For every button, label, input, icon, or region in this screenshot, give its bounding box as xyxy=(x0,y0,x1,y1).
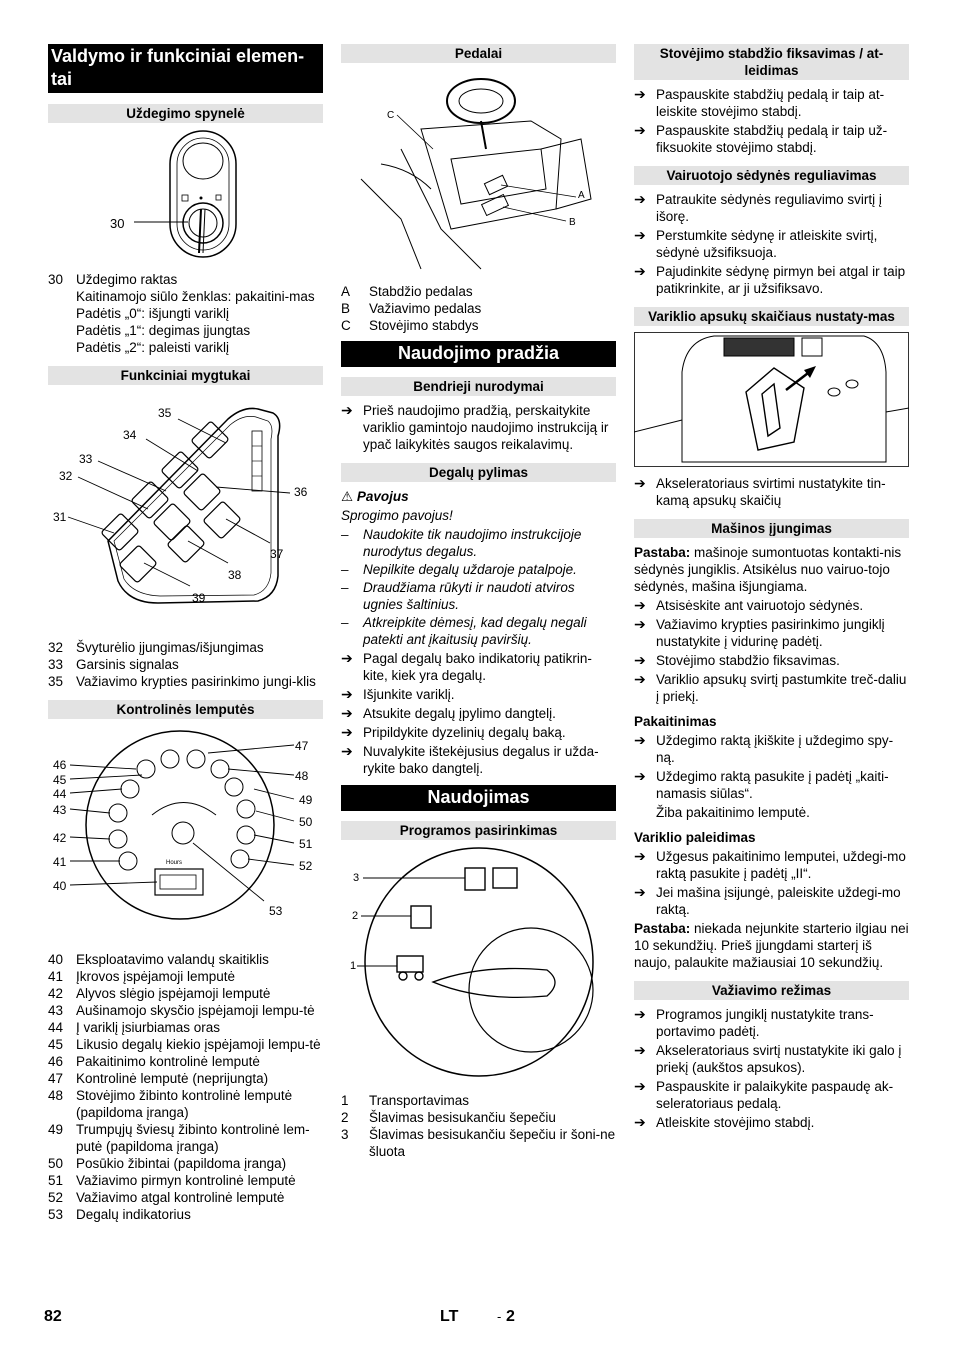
legend-number: B xyxy=(341,301,351,316)
heading-fuel: Degalų pylimas xyxy=(341,463,616,482)
arrow-icon: ➔ xyxy=(341,724,353,740)
instruction-item xyxy=(341,402,616,453)
legend-number: 49 xyxy=(48,1122,64,1137)
arrow-icon: ➔ xyxy=(341,650,353,666)
legend-number: 42 xyxy=(48,986,64,1001)
arrow-icon: ➔ xyxy=(634,671,646,687)
legend-number: 35 xyxy=(48,674,64,689)
preheat-after: Žiba pakaitinimo lemputė. xyxy=(656,805,810,820)
legend-item xyxy=(48,639,323,656)
label-2: 2 xyxy=(352,910,359,922)
instruction-text: Atsisėskite ant vairuotojo sėdynės. xyxy=(656,598,864,613)
legend-number: 41 xyxy=(48,969,64,984)
arrow-icon: ➔ xyxy=(634,263,646,279)
instruction-item xyxy=(341,724,616,741)
heading-lamps: Kontrolinės lemputės xyxy=(48,700,323,719)
instruction-item xyxy=(341,743,616,777)
instruction-item xyxy=(634,671,909,705)
pedals-legend xyxy=(341,283,616,334)
instruction-item xyxy=(634,616,909,650)
hours-label: Hours xyxy=(166,860,183,866)
arrow-icon: ➔ xyxy=(634,1006,646,1022)
page-number: 82 xyxy=(44,1308,62,1325)
legend-text: Stovėjimo stabdys xyxy=(369,318,479,333)
arrow-icon: ➔ xyxy=(634,884,646,900)
warning-item xyxy=(341,579,616,613)
legend-item xyxy=(341,300,616,317)
fuel-warnings xyxy=(341,526,616,648)
legend-number: 50 xyxy=(48,1156,64,1171)
instruction-text: Variklio apsukų svirtį pastumkite treč-daliu į priekį. xyxy=(656,672,907,704)
pedals-figure xyxy=(341,69,616,277)
legend-item xyxy=(48,656,323,673)
legend-text: Eksploatavimo valandų skaitiklis xyxy=(76,952,269,967)
label-3: 3 xyxy=(353,872,360,884)
warning-item xyxy=(341,526,616,560)
section-number: 2 xyxy=(506,1308,515,1325)
instruction-text: Perstumkite sėdynę ir atleiskite svirtį, sėdynė užsifiksuoja. xyxy=(656,228,878,260)
instruction-item xyxy=(634,732,909,766)
legend-item xyxy=(48,1189,323,1206)
label-32: 32 xyxy=(59,469,73,483)
arrow-icon: ➔ xyxy=(341,743,353,759)
program-legend xyxy=(341,1092,616,1160)
instruction-item xyxy=(634,1006,909,1040)
legend-text: Važiavimo atgal kontrolinė lemputė xyxy=(76,1190,285,1205)
legend-line: Padėtis „0“: išjungti variklį xyxy=(76,306,230,321)
instruction-text: Atsukite degalų įpylimo dangtelį. xyxy=(363,706,556,721)
warning-item xyxy=(341,614,616,648)
legend-number: 30 xyxy=(48,272,64,287)
note2-text: niekada nejunkite starterio ilgiau nei 10 sekundžių. Prieš įjungdami starterį iš naujo, palaukite mažiausiai 10 sekundžių. xyxy=(634,921,909,970)
legend-text: Įkrovos įspėjamoji lemputė xyxy=(76,969,236,984)
legend-text xyxy=(76,271,323,356)
legend-text: Degalų indikatorius xyxy=(76,1207,191,1222)
heading-ignition: Uždegimo spynelė xyxy=(48,104,323,123)
label-31: 31 xyxy=(53,510,67,524)
arrow-icon: ➔ xyxy=(341,402,353,418)
heading-switch-on: Mašinos įjungimas xyxy=(634,519,909,538)
instruction-item xyxy=(634,1114,909,1131)
legend-number: A xyxy=(341,284,351,299)
label-37: 37 xyxy=(270,547,284,561)
label-46: 46 xyxy=(53,758,67,772)
legend-item xyxy=(48,1053,323,1070)
danger-subtitle: Sprogimo pavojus! xyxy=(341,508,453,523)
legend-item xyxy=(341,1109,616,1126)
section-title-use: Naudojimas xyxy=(341,785,616,811)
legend-number: 46 xyxy=(48,1054,64,1069)
legend-item xyxy=(48,968,323,985)
legend-line: Padėtis „1“: degimas įjungtas xyxy=(76,323,251,338)
legend-number: 2 xyxy=(341,1110,349,1125)
legend-item xyxy=(341,1126,616,1160)
heading-program: Programos pasirinkimas xyxy=(341,821,616,840)
arrow-icon: ➔ xyxy=(634,475,646,491)
legend-text: Važiavimo krypties pasirinkimo jungi-klis xyxy=(76,674,316,689)
switch-on-list xyxy=(634,597,909,705)
legend-number: 51 xyxy=(48,1173,64,1188)
instruction-item xyxy=(634,1042,909,1076)
legend-item xyxy=(48,1019,323,1036)
instruction-text: Stovėjimo stabdžio fiksavimas. xyxy=(656,653,840,668)
instruction-item xyxy=(634,191,909,225)
legend-text: Pakaitinimo kontrolinė lemputė xyxy=(76,1054,260,1069)
legend-item xyxy=(48,1036,323,1053)
warning-item xyxy=(341,561,616,578)
label-44: 44 xyxy=(53,787,67,801)
legend-text: Transportavimas xyxy=(369,1093,470,1108)
arrow-icon: ➔ xyxy=(634,597,646,613)
legend-number: 52 xyxy=(48,1190,64,1205)
legend-text: Šlavimas besisukančiu šepečiu ir šoni-ne šluota xyxy=(369,1127,616,1159)
legend-text: Likusio degalų kiekio įspėjamoji lempu-tė xyxy=(76,1037,321,1052)
instruction-text: Pagal degalų bako indikatorių patikrin-kite, kiek yra degalų. xyxy=(363,651,592,683)
instruction-item xyxy=(341,686,616,703)
legend-number: 1 xyxy=(341,1093,349,1108)
instruction-text: Uždegimo raktą pasukite į padėtį „kaiti-namasis siūlas“. xyxy=(656,769,889,801)
general-list xyxy=(341,402,616,453)
legend-text: Kontrolinė lemputė (neprijungta) xyxy=(76,1071,269,1086)
legend-item xyxy=(48,985,323,1002)
instruction-text: Paspauskite stabdžių pedalą ir taip už-fiksuokite stovėjimo stabdį. xyxy=(656,123,888,155)
instruction-text: Pripildykite dyzelinių degalų baką. xyxy=(363,725,566,740)
column-1 xyxy=(48,44,323,1223)
label-c: C xyxy=(387,110,395,121)
legend-text: Važiavimo pedalas xyxy=(369,301,482,316)
label-b: B xyxy=(569,217,576,228)
legend-line: Kaitinamojo siūlo ženklas: pakaitini-mas xyxy=(76,289,315,304)
label-39: 39 xyxy=(192,591,206,605)
legend-text: Važiavimo pirmyn kontrolinė lemputė xyxy=(76,1173,296,1188)
throttle-figure xyxy=(634,332,909,467)
heading-drive: Važiavimo režimas xyxy=(634,981,909,1000)
instruction-item xyxy=(634,768,909,802)
arrow-icon: ➔ xyxy=(634,732,646,748)
danger-icon: ⚠ xyxy=(341,489,354,504)
label-51: 51 xyxy=(299,837,313,851)
legend-line: Uždegimo raktas xyxy=(76,272,178,287)
instruction-text: Užgesus pakaitinimo lemputei, uždegi-mo raktą pasukite į padėtį „II“. xyxy=(656,849,906,881)
note-label: Pastaba: xyxy=(634,545,691,560)
instruction-text: Pajudinkite sėdynę pirmyn bei atgal ir taip patikrinkite, ar ji užsifiksavo. xyxy=(656,264,906,296)
label-33: 33 xyxy=(79,452,93,466)
legend-line: Padėtis „2“: paleisti variklį xyxy=(76,340,230,355)
legend-number: 45 xyxy=(48,1037,64,1052)
column-2 xyxy=(341,44,616,1160)
instruction-text: Akseleratoriaus svirtimi nustatykite tin-kamą apsukų skaičių xyxy=(656,476,886,508)
buttons-legend xyxy=(48,639,323,690)
preheat-heading: Pakaitinimas xyxy=(634,714,717,729)
dash-mark: – xyxy=(341,615,349,630)
arrow-icon: ➔ xyxy=(341,686,353,702)
instruction-text: Paspauskite ir palaikykite paspaudę ak-seleratoriaus pedalą. xyxy=(656,1079,894,1111)
rpm-list xyxy=(634,475,909,509)
legend-item xyxy=(48,1121,323,1155)
instruction-item xyxy=(634,884,909,918)
arrow-icon: ➔ xyxy=(634,768,646,784)
instruction-text: Uždegimo raktą įkiškite į uždegimo spy-ną. xyxy=(656,733,894,765)
label-35: 35 xyxy=(158,406,172,420)
legend-text: Šlavimas besisukančiu šepečiu xyxy=(369,1110,556,1125)
arrow-icon: ➔ xyxy=(341,705,353,721)
function-buttons-figure xyxy=(48,391,323,639)
heading-parking-brake: Stovėjimo stabdžio fiksavimas / at-leidimas xyxy=(634,44,909,80)
instruction-text: Išjunkite variklį. xyxy=(363,687,455,702)
instruction-item xyxy=(634,263,909,297)
ignition-legend xyxy=(48,271,323,356)
instruction-item xyxy=(634,1078,909,1112)
instruction-text: Važiavimo krypties pasirinkimo jungiklį nustatykite į vidurinę padėtį. xyxy=(656,617,885,649)
label-41: 41 xyxy=(53,855,67,869)
legend-item xyxy=(48,271,323,356)
legend-number: 32 xyxy=(48,640,64,655)
legend-text: Garsinis signalas xyxy=(76,657,179,672)
arrow-icon: ➔ xyxy=(634,1078,646,1094)
legend-number: 33 xyxy=(48,657,64,672)
instruction-item xyxy=(634,122,909,156)
engine-start-list xyxy=(634,848,909,918)
legend-text: Stovėjimo žibinto kontrolinė lemputė (papildoma įranga) xyxy=(76,1088,293,1120)
legend-number: 40 xyxy=(48,952,64,967)
legend-text: Aušinamojo skysčio įspėjamoji lempu-tė xyxy=(76,1003,315,1018)
legend-item xyxy=(48,1002,323,1019)
legend-text: Švyturėlio įjungimas/išjungimas xyxy=(76,640,264,655)
instruction-text: Programos jungiklį nustatykite trans-portavimo padėtį. xyxy=(656,1007,874,1039)
warning-text: Draudžiama rūkyti ir naudoti atviros ugnies šaltinius. xyxy=(363,580,575,612)
legend-text: Stabdžio pedalas xyxy=(369,284,473,299)
drive-list xyxy=(634,1006,909,1131)
label-34: 34 xyxy=(123,428,137,442)
arrow-icon: ➔ xyxy=(634,122,646,138)
program-selector-figure xyxy=(341,846,616,1086)
heading-seat: Vairuotojo sėdynės reguliavimas xyxy=(634,166,909,185)
label-1: 1 xyxy=(350,960,357,972)
language-code: LT xyxy=(440,1308,459,1325)
instruction-item xyxy=(634,475,909,509)
legend-item xyxy=(48,951,323,968)
legend-text: Alyvos slėgio įspėjamoji lemputė xyxy=(76,986,271,1001)
legend-text: Trumpųjų šviesų žibinto kontrolinė lem-putė (papildoma įranga) xyxy=(76,1122,310,1154)
heading-rpm: Variklio apsukų skaičiaus nustaty-mas xyxy=(634,307,909,326)
label-30: 30 xyxy=(110,216,125,231)
instruction-text: Nuvalykite ištekėjusius degalus ir užda-rykite bako dangtelį. xyxy=(363,744,599,776)
dash-mark: – xyxy=(341,580,349,595)
arrow-icon: ➔ xyxy=(634,1042,646,1058)
seat-list xyxy=(634,191,909,297)
warning-text: Nepilkite degalų uždaroje patalpoje. xyxy=(363,562,577,577)
dash-mark: – xyxy=(341,527,349,542)
instruction-item xyxy=(341,705,616,722)
label-38: 38 xyxy=(228,568,242,582)
arrow-icon: ➔ xyxy=(634,227,646,243)
label-45: 45 xyxy=(53,773,67,787)
control-lamps-figure xyxy=(48,725,323,951)
legend-item xyxy=(48,1172,323,1189)
preheat-list xyxy=(634,732,909,802)
instruction-text: Prieš naudojimo pradžią, perskaitykite variklio gamintojo naudojimo instrukciją ir ypač laikykitės saugos reikalavimų. xyxy=(363,403,609,452)
instruction-text: Akseleratoriaus svirtį nustatykite iki galo į priekį (aukštos apsukos). xyxy=(656,1043,902,1075)
label-52: 52 xyxy=(299,859,313,873)
legend-number: 53 xyxy=(48,1207,64,1222)
label-36: 36 xyxy=(294,485,308,499)
legend-text: Į variklį įsiurbiamas oras xyxy=(76,1020,221,1035)
legend-number: 48 xyxy=(48,1088,64,1103)
dash-mark: – xyxy=(341,562,349,577)
label-40: 40 xyxy=(53,879,67,893)
label-42: 42 xyxy=(53,831,67,845)
legend-item xyxy=(48,1087,323,1121)
arrow-icon: ➔ xyxy=(634,1114,646,1130)
legend-number: 44 xyxy=(48,1020,64,1035)
ignition-figure xyxy=(48,129,323,261)
instruction-text: Atleiskite stovėjimo stabdį. xyxy=(656,1115,815,1130)
legend-number: 3 xyxy=(341,1127,349,1142)
label-53: 53 xyxy=(269,904,283,918)
danger-label: Pavojus xyxy=(356,489,409,504)
legend-item xyxy=(48,1206,323,1223)
legend-item xyxy=(341,317,616,334)
legend-item xyxy=(48,1155,323,1172)
warning-text: Atkreipkite dėmesį, kad degalų negali patekti ant įkaitusių paviršių. xyxy=(363,615,587,647)
legend-number: 43 xyxy=(48,1003,64,1018)
engine-start-heading: Variklio paleidimas xyxy=(634,830,756,845)
instruction-text: Paspauskite stabdžių pedalą ir taip at-leiskite stovėjimo stabdį. xyxy=(656,87,885,119)
instruction-text: Patraukite sėdynės reguliavimo svirtį į išorę. xyxy=(656,192,882,224)
heading-pedals: Pedalai xyxy=(341,44,616,63)
arrow-icon: ➔ xyxy=(634,616,646,632)
instruction-item xyxy=(634,86,909,120)
label-49: 49 xyxy=(299,793,313,807)
label-43: 43 xyxy=(53,803,67,817)
lamps-legend xyxy=(48,951,323,1223)
legend-item xyxy=(341,1092,616,1109)
arrow-icon: ➔ xyxy=(634,191,646,207)
legend-item xyxy=(48,1070,323,1087)
section-title-controls: Valdymo ir funkciniai elemen-tai xyxy=(48,44,323,93)
legend-text: Posūkio žibintai (papildoma įranga) xyxy=(76,1156,287,1171)
legend-number: C xyxy=(341,318,351,333)
legend-item xyxy=(341,283,616,300)
parking-list xyxy=(634,86,909,156)
instruction-item xyxy=(634,597,909,614)
heading-buttons: Funkciniai mygtukai xyxy=(48,366,323,385)
fuel-steps xyxy=(341,650,616,777)
arrow-icon: ➔ xyxy=(634,848,646,864)
column-3 xyxy=(634,44,909,1133)
footer-separator: - xyxy=(497,1309,502,1324)
arrow-icon: ➔ xyxy=(634,652,646,668)
heading-general: Bendrieji nurodymai xyxy=(341,377,616,396)
note-text: mašinoje sumontuotas kontakti-nis sėdynės jungiklis. Atsikėlus nuo vairuo-tojo sėdynės, mašina išjungiama. xyxy=(634,545,902,594)
arrow-icon: ➔ xyxy=(634,86,646,102)
warning-text: Naudokite tik naudojimo instrukcijoje nurodytus degalus. xyxy=(363,527,582,559)
label-50: 50 xyxy=(299,815,313,829)
label-47: 47 xyxy=(295,739,309,753)
note2-label: Pastaba: xyxy=(634,921,691,936)
label-a: A xyxy=(578,190,585,201)
instruction-item xyxy=(634,227,909,261)
instruction-text: Jei mašina įsijungė, paleiskite uždegi-mo raktą. xyxy=(656,885,901,917)
label-48: 48 xyxy=(295,769,309,783)
instruction-item xyxy=(634,848,909,882)
legend-number: 47 xyxy=(48,1071,64,1086)
section-title-start: Naudojimo pradžia xyxy=(341,341,616,367)
legend-item xyxy=(48,673,323,690)
instruction-item xyxy=(634,652,909,669)
instruction-item xyxy=(341,650,616,684)
